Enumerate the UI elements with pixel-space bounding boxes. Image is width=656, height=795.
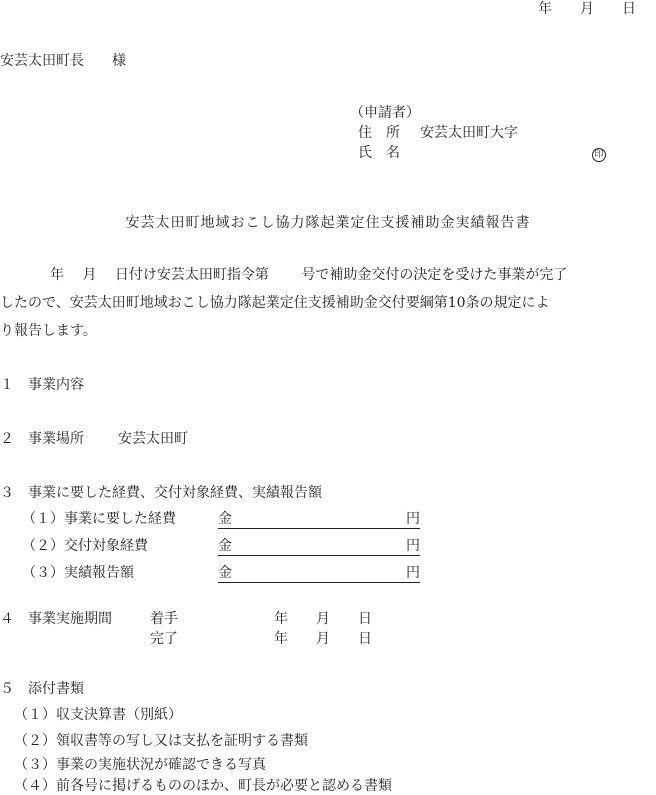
attachment-item: （１）収支決算書（別紙） (14, 707, 182, 723)
date-line: 年 月 日 (538, 1, 636, 17)
attachment-item: （３）事業の実施状況が確認できる写真 (14, 757, 266, 773)
section-5-heading: ５ 添付書類 (0, 681, 84, 697)
period-start-date: 年 月 日 (274, 611, 372, 627)
body-line-2: したので、安芸太田町地域おこし協力隊起業定住支援補助金交付要綱第10条の規定によ (0, 295, 550, 311)
attachment-item: （２）領収書等の写し又は支払を証明する書類 (14, 733, 308, 749)
body-line-1: 年 月 日付け安芸太田町指令第 号で補助金交付の決定を受けた事業が完了 (50, 267, 568, 283)
addressee: 安芸太田町長 様 (0, 53, 126, 69)
period-start-label: 着手 (150, 611, 178, 627)
section-4-heading: ４ 事業実施期間 (0, 611, 112, 627)
expense-item-label: （２）交付対象経費 (22, 538, 148, 554)
address-value: 安芸太田町大字 (420, 125, 518, 141)
period-end-label: 完了 (150, 631, 178, 647)
document-title: 安芸太田町地域おこし協力隊起業定住支援補助金実績報告書 (125, 215, 531, 231)
section-2-heading: ２ 事業場所 (0, 431, 84, 447)
expense-item-label: （１）事業に要した経費 (22, 511, 176, 527)
expense-amount-field: 金 円 (218, 511, 420, 527)
seal-mark: 印 (592, 144, 606, 162)
period-end-date: 年 月 日 (274, 631, 372, 647)
address-label: 住 所 (358, 125, 400, 141)
expense-amount-field: 金 円 (218, 565, 420, 581)
expense-amount-field: 金 円 (218, 538, 420, 554)
expense-item-label: （３）実績報告額 (22, 565, 134, 581)
applicant-heading: （申請者） (350, 105, 420, 121)
section-3-heading: ３ 事業に要した経費、交付対象経費、実績報告額 (0, 485, 322, 501)
attachment-item: （４）前各号に掲げるもののほか、町長が必要と認める書類 (14, 778, 392, 794)
section-1-heading: １ 事業内容 (0, 377, 84, 393)
body-line-3: り報告します。 (0, 323, 97, 339)
section-2-value: 安芸太田町 (118, 431, 188, 447)
name-label: 氏 名 (358, 145, 400, 161)
